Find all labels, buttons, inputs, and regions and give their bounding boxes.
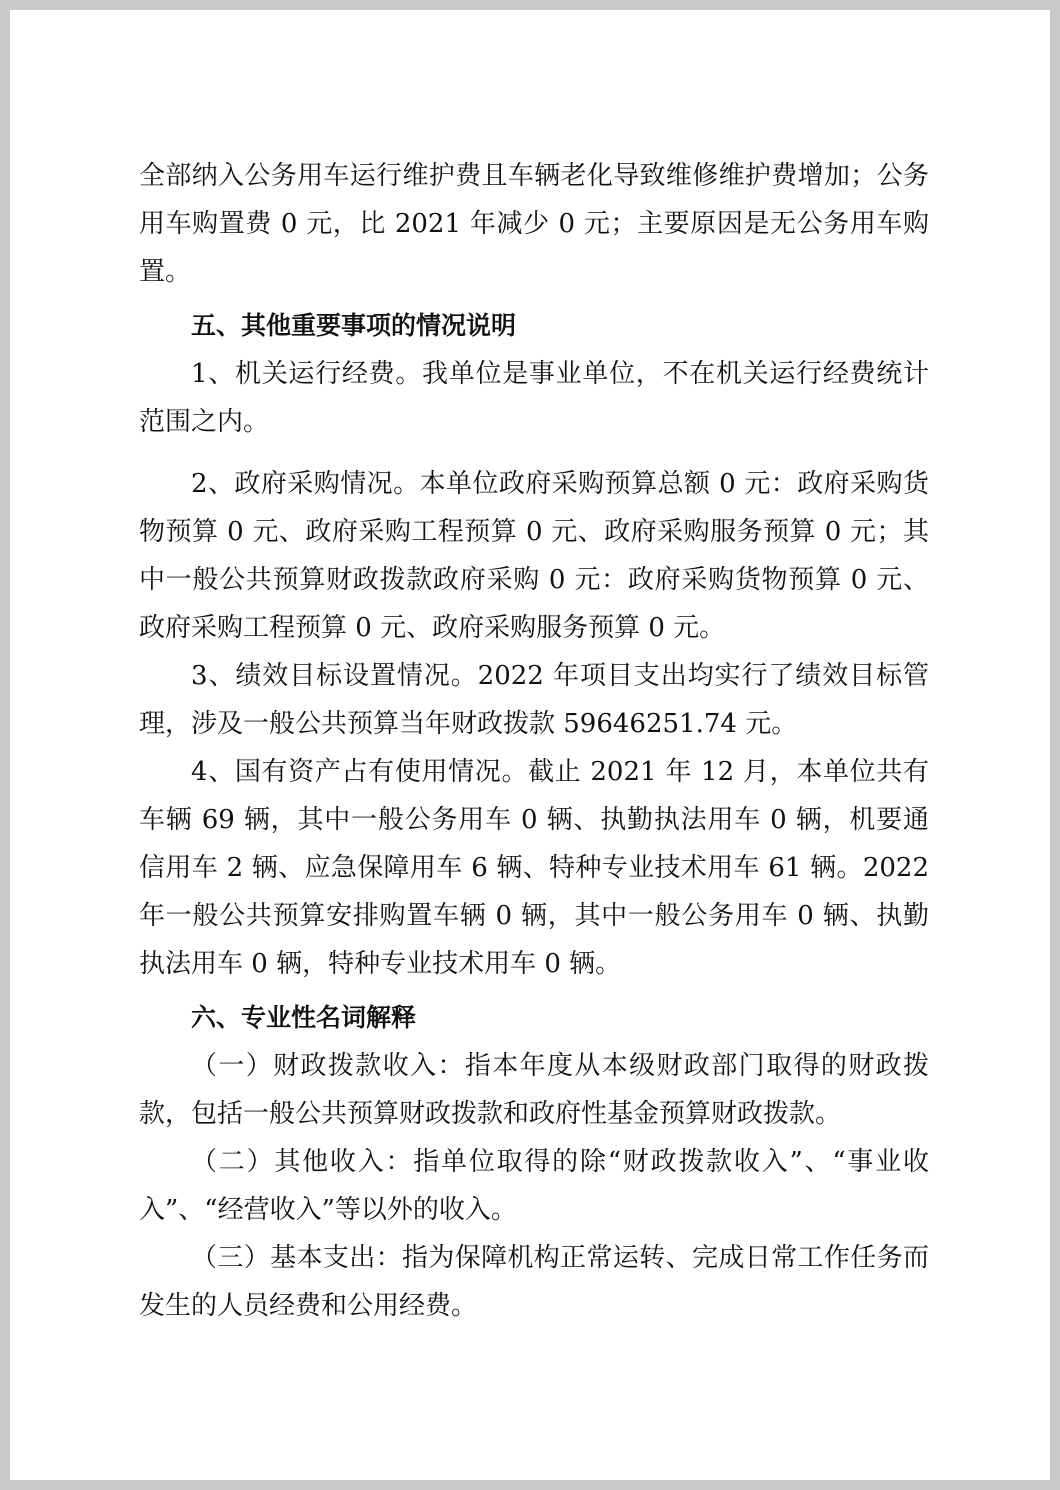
section-heading-six: 六、专业性名词解释 [191,1003,417,1032]
section-heading-five: 五、其他重要事项的情况说明 [191,311,517,340]
document-page [10,10,1050,1480]
paragraph-state-assets: 4、国有资产占有使用情况。截止 2021 年 12 月，本单位共有车辆 69 辆，其中一般公务用车 0 辆、执勤执法用车 0 辆，机要通信用车 2 辆、应急保障用车 6 辆、特种专业技术用车 61 辆。2022 年一般公共预算安排购置车辆 0 辆，其中一般公务用车 0 辆、执勤执法用车 0 辆，特种专业技术用车 0 辆。 [139,757,929,979]
paragraph-term-other-income: （二）其他收入：指单位取得的除“财政拨款收入”、“事业收入”、“经营收入”等以外的收入。 [139,1147,929,1225]
paragraph-vehicle-costs: 全部纳入公务用车运行维护费且车辆老化导致维修维护费增加；公务用车购置费 0 元，比 2021 年减少 0 元；主要原因是无公务用车购置。 [139,161,929,287]
paragraph-government-procurement: 2、政府采购情况。本单位政府采购预算总额 0 元：政府采购货物预算 0 元、政府采购工程预算 0 元、政府采购服务预算 0 元；其中一般公共预算财政拨款政府采购 0 元：政府采购货物预算 0 元、政府采购工程预算 0 元、政府采购服务预算 0 元。 [139,469,929,643]
paragraph-operating-expenses: 1、机关运行经费。我单位是事业单位，不在机关运行经费统计范围之内。 [139,359,929,437]
paragraph-term-basic-expenditure: （三）基本支出：指为保障机构正常运转、完成日常工作任务而发生的人员经费和公用经费。 [139,1243,929,1321]
paragraph-performance-goals: 3、绩效目标设置情况。2022 年项目支出均实行了绩效目标管理，涉及一般公共预算当年财政拨款 59646251.74 元。 [139,661,929,739]
document-body [139,152,929,1330]
paragraph-term-fiscal-income: （一）财政拨款收入：指本年度从本级财政部门取得的财政拨款，包括一般公共预算财政拨款和政府性基金预算财政拨款。 [139,1051,929,1129]
